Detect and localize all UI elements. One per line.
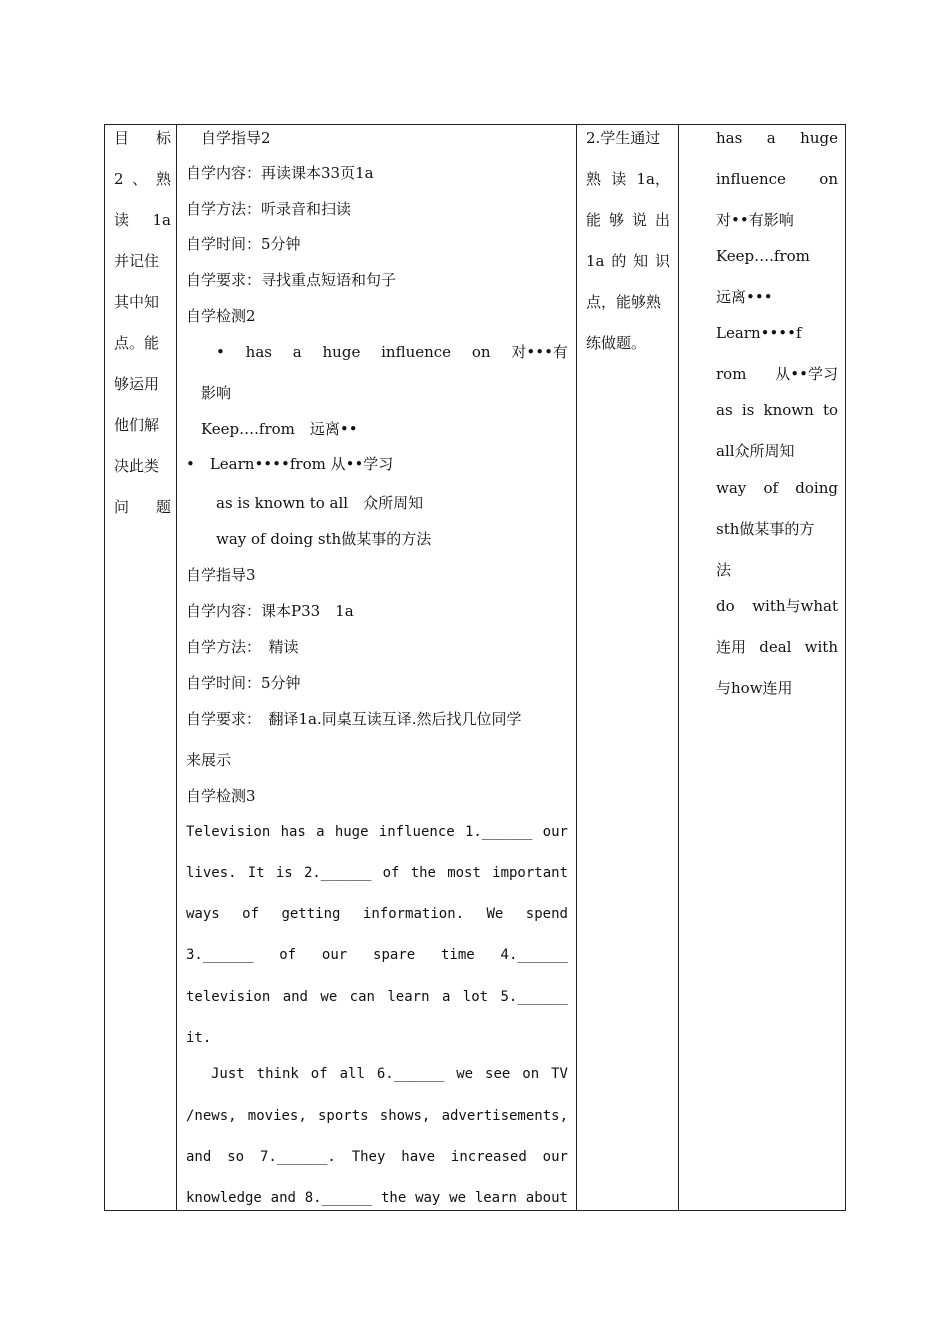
word: 5.______ <box>500 989 568 1005</box>
objective-line <box>114 497 171 517</box>
word: and <box>282 989 308 1005</box>
word: so <box>227 1149 245 1165</box>
word: 8.______ <box>304 1190 373 1206</box>
word: a <box>316 824 325 840</box>
word: of <box>763 479 779 497</box>
word: time <box>441 947 475 963</box>
self-study-line <box>186 1188 568 1208</box>
activity-line <box>586 251 670 271</box>
objective-line <box>114 169 171 189</box>
word: known <box>763 401 814 419</box>
word: a <box>766 129 776 147</box>
word: getting <box>281 906 341 922</box>
word: with <box>804 638 838 656</box>
word: 6.______ <box>376 1066 445 1082</box>
self-study-line: 自学检测2 <box>186 307 256 325</box>
word: rom <box>716 365 747 383</box>
word: 、 <box>132 170 148 188</box>
objective-line: 够运用 <box>114 375 160 393</box>
self-study-line: 影响 <box>186 384 232 402</box>
activity-line: 练做题。 <box>586 334 647 352</box>
notes-line <box>716 637 838 657</box>
word: increased <box>450 1149 527 1165</box>
word: and <box>270 1190 296 1206</box>
activity-line: 点，能够熟 <box>586 293 662 311</box>
word: way <box>415 1190 441 1206</box>
column-divider <box>576 125 577 1210</box>
word: Just <box>211 1066 245 1082</box>
word: 熟 <box>155 170 171 188</box>
word: important <box>492 865 568 881</box>
self-study-line <box>186 904 568 924</box>
word: with与what <box>752 597 838 615</box>
word: movies, <box>247 1108 307 1124</box>
word: influence <box>381 343 452 361</box>
word: doing <box>795 479 838 497</box>
word: 7.______. <box>259 1149 336 1165</box>
notes-line: 对••有影响 <box>716 211 794 229</box>
self-study-line: 来展示 <box>186 751 232 769</box>
objective-line: 他们解 <box>114 416 160 434</box>
word: learn <box>387 989 430 1005</box>
word: advertisements, <box>441 1108 568 1124</box>
word: 题 <box>155 498 171 516</box>
word: on <box>522 1066 540 1082</box>
self-study-line: 自学检测3 <box>186 787 256 805</box>
word: our <box>542 1149 568 1165</box>
word: a <box>441 989 451 1005</box>
word: spend <box>525 906 568 922</box>
word: 标 <box>155 129 171 147</box>
self-study-line: way of doing sth做某事的方法 <box>186 530 432 548</box>
activity-line <box>586 210 670 230</box>
word: 2 <box>114 170 124 188</box>
word: do <box>716 597 735 615</box>
word: see <box>485 1066 511 1082</box>
word: 读 <box>611 170 627 188</box>
notes-line <box>716 128 838 148</box>
word: 能 <box>586 211 602 229</box>
word: think <box>256 1066 299 1082</box>
word: 熟 <box>586 170 602 188</box>
word: 从••学习 <box>775 365 838 383</box>
word: is <box>741 401 755 419</box>
word: 3.______ <box>186 947 254 963</box>
word: about <box>525 1190 568 1206</box>
word: Television <box>186 824 271 840</box>
self-study-line <box>186 1147 568 1167</box>
word: way <box>716 479 747 497</box>
objective-line <box>114 210 171 230</box>
self-study-line: as is known to all 众所周知 <box>186 494 424 512</box>
notes-line: 与how连用 <box>716 679 793 697</box>
column-divider <box>176 125 177 1210</box>
objective-line: 并记住 <box>114 252 160 270</box>
word: 1a <box>152 211 171 229</box>
word: we <box>456 1066 474 1082</box>
self-study-line: 自学指导2 <box>186 129 271 147</box>
word: on <box>471 343 491 361</box>
self-study-line <box>186 945 568 965</box>
word: our <box>542 824 568 840</box>
self-study-line <box>211 1064 568 1084</box>
objective-line: 其中知 <box>114 293 160 311</box>
word: 识 <box>654 252 670 270</box>
word: 读 <box>114 211 130 229</box>
activity-line <box>586 169 670 189</box>
word: influence <box>716 170 786 188</box>
word: the <box>410 865 436 881</box>
self-study-line <box>186 822 568 842</box>
self-study-line: 自学方法：听录音和扫读 <box>186 200 352 218</box>
objective-line: 决此类 <box>114 457 160 475</box>
activity-line: 2.学生通过 <box>586 129 661 147</box>
word: of <box>242 906 260 922</box>
word: as <box>716 401 733 419</box>
word: has <box>280 824 306 840</box>
notes-line <box>716 364 838 384</box>
word: 连用 <box>716 638 747 656</box>
word: 对•••有 <box>511 343 568 361</box>
word: 1.______ <box>464 824 533 840</box>
word: of <box>279 947 297 963</box>
word: huge <box>800 129 838 147</box>
word: 出 <box>654 211 670 229</box>
self-study-line: 自学要求： 翻译1a.同桌互读互译.然后找几位同学 <box>186 710 522 728</box>
word: 问 <box>114 498 130 516</box>
word: sports <box>318 1108 369 1124</box>
word: television <box>186 989 271 1005</box>
word: 2.______ <box>303 865 372 881</box>
word: of <box>310 1066 328 1082</box>
self-study-line: 自学要求：寻找重点短语和句子 <box>186 271 397 289</box>
self-study-line: 自学内容：再读课本33页1a <box>186 164 374 182</box>
notes-line <box>716 400 838 420</box>
notes-line: Keep….from <box>716 247 810 265</box>
word: They <box>351 1149 386 1165</box>
notes-line: Learn••••f <box>716 324 802 342</box>
word: we <box>449 1190 467 1206</box>
notes-line <box>716 596 838 616</box>
word: is <box>275 865 293 881</box>
word: 的 <box>611 252 627 270</box>
word: most <box>447 865 481 881</box>
word: We <box>486 906 504 922</box>
word: • <box>216 343 225 361</box>
notes-line: all众所周知 <box>716 442 795 460</box>
word: knowledge <box>186 1190 262 1206</box>
word: 目 <box>114 129 130 147</box>
word: 1a， <box>636 170 670 188</box>
self-study-line <box>186 987 568 1007</box>
word: spare <box>373 947 416 963</box>
word: we <box>320 989 338 1005</box>
word: have <box>401 1149 436 1165</box>
word: TV <box>551 1066 568 1082</box>
notes-line <box>716 478 838 498</box>
self-study-line <box>186 1106 568 1126</box>
column-divider <box>678 125 679 1210</box>
notes-line: 法 <box>716 561 732 579</box>
word: of <box>382 865 400 881</box>
word: a <box>292 343 302 361</box>
objective-line <box>114 128 171 148</box>
word: 4.______ <box>500 947 568 963</box>
word: 够 <box>608 211 624 229</box>
notes-line: 远离••• <box>716 288 773 306</box>
word: 1a <box>586 252 605 270</box>
word: It <box>247 865 265 881</box>
self-study-line: Keep….from 远离•• <box>186 420 358 438</box>
word: and <box>186 1149 212 1165</box>
word: 说 <box>631 211 647 229</box>
self-study-line: 自学时间：5分钟 <box>186 235 301 253</box>
word: ways <box>186 906 220 922</box>
self-study-line: it. <box>186 1030 212 1046</box>
self-study-line <box>186 863 568 883</box>
word: 知 <box>633 252 649 270</box>
self-study-line: • Learn••••from 从••学习 <box>186 455 394 473</box>
word: lives. <box>186 865 237 881</box>
word: learn <box>474 1190 517 1206</box>
notes-line: sth做某事的方 <box>716 520 815 538</box>
word: the <box>380 1190 407 1206</box>
word: can <box>349 989 375 1005</box>
self-study-line: 自学内容：课本P33 1a <box>186 602 354 620</box>
word: deal <box>759 638 792 656</box>
notes-line <box>716 169 838 189</box>
content-table <box>104 124 846 1211</box>
word: on <box>819 170 838 188</box>
word: huge <box>334 824 369 840</box>
self-study-line: 自学时间：5分钟 <box>186 674 301 692</box>
word: information. <box>362 906 465 922</box>
word: has <box>716 129 743 147</box>
self-study-line: 自学方法： 精读 <box>186 638 299 656</box>
self-study-line <box>216 342 568 362</box>
word: huge <box>322 343 361 361</box>
self-study-line: 自学指导3 <box>186 566 256 584</box>
objective-line: 点。能 <box>114 334 160 352</box>
word: lot <box>462 989 489 1005</box>
word: all <box>339 1066 365 1082</box>
word: to <box>822 401 838 419</box>
word: has <box>245 343 272 361</box>
word: our <box>321 947 348 963</box>
word: shows, <box>379 1108 431 1124</box>
word: influence <box>378 824 455 840</box>
word: /news, <box>186 1108 237 1124</box>
